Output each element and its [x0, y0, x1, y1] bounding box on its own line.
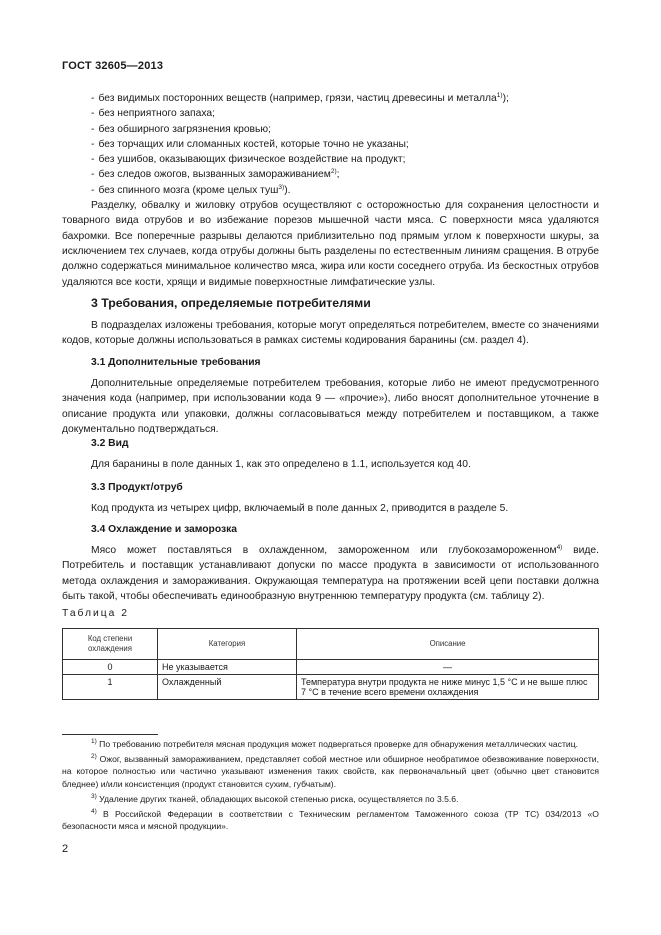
subsection-3-4-title: 3.4 Охлаждение и заморозка [91, 524, 237, 535]
list-item: - без видимых посторонних веществ (например, грязи, частиц древесины и металла$^{1)}$); [91, 92, 509, 104]
subsection-3-1-text: Дополнительные определяемые потребителем требования, которые либо не имеют предусмотренного значения кода (например, при использовании кода 9 — «прочие»), либо вносят дополнительное уточнение в описание продукта или упаковки, должны согласовываться между потребителем и поставщиком, а также документально подтверждаться. [62, 378, 599, 435]
footnote-divider [62, 734, 158, 735]
footnote-ref: 3) [278, 183, 285, 191]
subsection-3-3-title: 3.3 Продукт/отруб [91, 482, 183, 493]
table-cell: Охлажденный [158, 675, 297, 700]
footnote: $^{3)}$ Удаление других тканей, обладающих высокой степенью риска, осуществляется по 3.5.6. [91, 792, 459, 804]
list-item: - без следов ожогов, вызванных замораживанием$^{2)}$; [91, 168, 340, 181]
subsection-3-4-text: Мясо может поставляться в охлажденном, замороженном или глубокозамороженном$^{4)}$ виде. Потребитель и поставщик устанавливают допуски по массе продукта в зависимости от использованного метода охлаждения и замораживания. Окружающая температура на протяжении всей цепи поставки должна быть такой, чтобы обеспечивать единообразную внутреннюю температуру продукта (см. таблицу 2). [62, 544, 599, 602]
footnote: $^{4)}$ В Российской Федерации в соответствии с Техническим регламентом Таможенного союза (ТР ТС) 034/2013 «О безопасности мяса и мясной продукции». [62, 808, 599, 832]
table-row [63, 675, 599, 700]
subsection-3-3-text: Код продукта из четырех цифр, включаемый в поле данных 2, приводится в разделе 5. [91, 503, 509, 514]
column-header: Описание [297, 629, 599, 660]
section-3-intro: В подразделах изложены требования, которые могут определяться потребителем, вместе со значениями кодов, которые должны использоваться в рамках системы кодирования баранины (см. раздел 4). [62, 320, 599, 347]
table-cell: Не указывается [158, 660, 297, 675]
footnote: $^{1)}$ По требованию потребителя мясная продукция может подвергаться проверке для обнаружения металлических частиц. [91, 738, 579, 749]
subsection-3-1-title: 3.1 Дополнительные требования [91, 357, 261, 368]
section-3-title: 3 Требования, определяемые потребителями [91, 296, 371, 310]
cooling-table [62, 628, 599, 700]
footnote: $^{2)}$ Ожог, вызванный замораживанием, представляет собой местное или обширное необратимое обезвоживание поверхности, на которое полностью или частично указывают изменения таких свойств, как первоначальный цвет (обычно цвет становится бледнее) и/или консистенция (продукт становится сухим, губчатым). [62, 753, 599, 789]
footnotes [62, 738, 599, 835]
subsection-3-2-text: Для баранины в поле данных 1, как это определено в 1.1, используется код 40. [91, 459, 471, 470]
table-row [63, 660, 599, 675]
requirements-list [62, 91, 599, 290]
standard-code-header: ГОСТ 32605—2013 [62, 60, 164, 72]
cutting-paragraph: Разделку, обвалку и жиловку отрубов осуществляют с осторожностью для сохранения целостности и товарного вида отрубов и во избежание порезов мышечной части мяса. С поверхности мяса удаляются бахромки. Все поперечные разрывы делаются приблизительно под прямым углом к поверхности шкуры, за исключением тех случаев, когда отрубы должны быть разделены по естественным линиям сращения. В отрубе должно содержаться минимальное количество мяса, жира или кости соседнего отруба. Из бескостных отрубов удаляются все кости, хрящи и видимые поверхностные лимфатические узлы. [62, 200, 599, 288]
table-cell: 0 [63, 660, 158, 675]
footnote-ref: 1) [496, 92, 503, 99]
footnote-ref: 2) [330, 168, 337, 176]
table-header-row [63, 629, 599, 660]
list-item: - без торчащих или сломанных костей, которые точно не указаны; [91, 138, 409, 150]
table-label: Таблица 2 [62, 608, 129, 619]
page-number: 2 [62, 843, 69, 855]
table-cell: 1 [63, 675, 158, 700]
subsection-3-2-title: 3.2 Вид [91, 438, 129, 449]
list-item: - без спинного мозга (кроме целых туш$^{3)}$). [91, 183, 291, 196]
footnote-ref: 4) [556, 544, 563, 551]
column-header: Код степени охлаждения [63, 629, 158, 660]
column-header: Категория [158, 629, 297, 660]
list-item: - без ушибов, оказывающих физическое воздействие на продукт; [91, 154, 406, 166]
list-item: - без обширного загрязнения кровью; [91, 123, 271, 135]
table-cell: — [297, 660, 599, 675]
table-cell: Температура внутри продукта не ниже минус 1,5 °С и не выше плюс 7 °С в течение всего времени охлаждения [297, 675, 599, 700]
list-item: - без неприятного запаха; [91, 108, 215, 120]
